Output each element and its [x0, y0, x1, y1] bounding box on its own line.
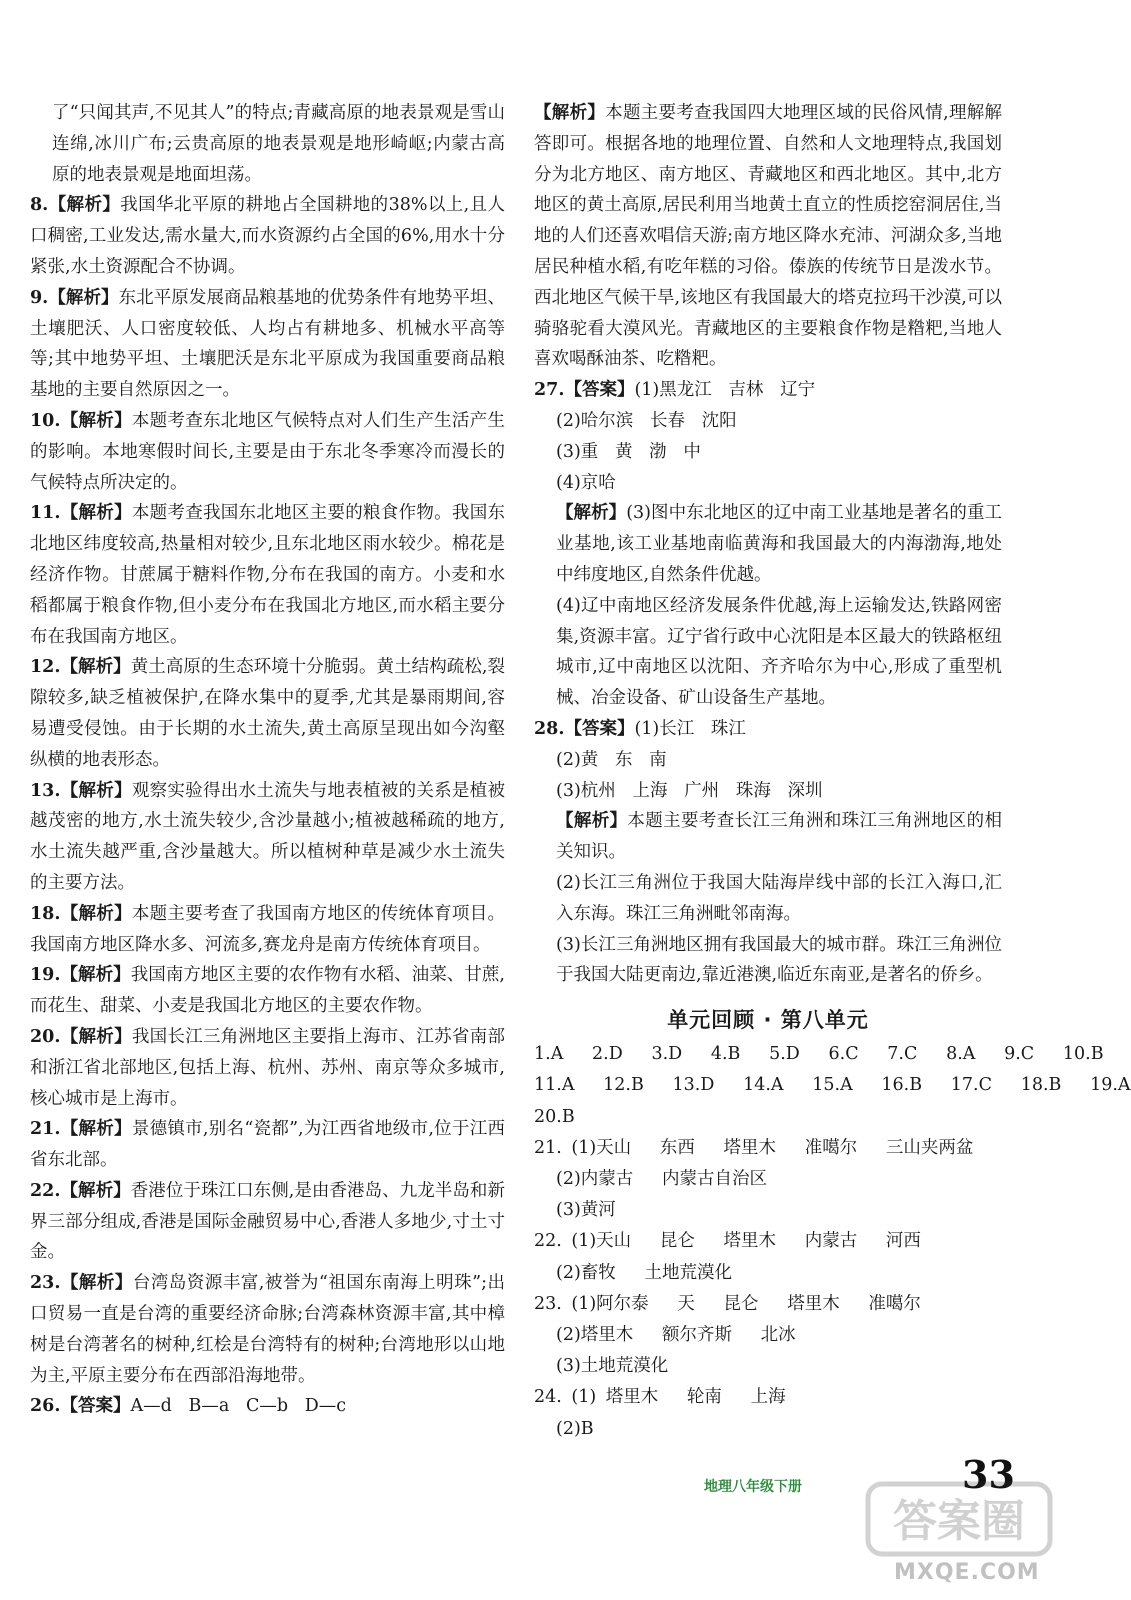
answer-entry — [534, 868, 1002, 930]
entry-text: (1)长江 珠江 — [634, 718, 746, 739]
entry-text: 本题考查东北地区气候特点对人们生产生活产生的影响。本地寒假时间长,主要是由于东北冬季寒冷而漫长的气候特点所决定的。 — [30, 410, 505, 493]
answer-entry — [30, 1114, 505, 1176]
entry-label: 13.【解析】 — [30, 780, 132, 801]
entry-text: (3)重 黄 渤 中 — [556, 441, 701, 462]
entry-label: 26.【答案】 — [30, 1396, 131, 1417]
answer-entry — [534, 591, 1002, 714]
entry-text: (2)哈尔滨 长春 沈阳 — [556, 410, 737, 431]
answer-entry — [534, 498, 1002, 590]
entry-text: 我国长江三角洲地区主要指上海市、江苏省南部和浙江省北部地区,包括上海、杭州、苏州、南京等众多城市,核心城市是上海市。 — [30, 1026, 505, 1109]
answer-entry — [30, 1391, 505, 1422]
unit-answer-line: (2)畜牧 土地荒漠化 — [556, 1262, 732, 1283]
entry-text: (2)黄 东 南 — [556, 749, 667, 770]
unit-answer-line: 22. (1)天山 昆仑 塔里木 内蒙古 河西 — [534, 1231, 921, 1252]
entry-label: 21.【解析】 — [30, 1119, 132, 1140]
answer-entry — [30, 406, 505, 498]
choice-answer-line: 20.B — [534, 1106, 575, 1127]
answer-entry — [30, 190, 505, 282]
watermark-glyphs: 答案圈 — [893, 1496, 1025, 1547]
answer-entry — [534, 930, 1002, 992]
entry-text: 观察实验得出水土流失与地表植被的关系是植被越茂密的地方,水土流失较少,含沙量越小;植被越稀疏的地方,水土流失越严重,含沙量越大。所以植树种草是减少水土流失的主要方法。 — [30, 780, 505, 893]
entry-text: 东北平原发展商品粮基地的优势条件有地势平坦、土壤肥沃、人口密度较低、人均占有耕地多、机械水平高等等;其中地势平坦、土壤肥沃是东北平原成为我国重要商品粮基地的主要自然原因之一。 — [30, 287, 505, 401]
answer-entry — [30, 98, 505, 190]
entry-label: 12.【解析】 — [30, 657, 131, 678]
choice-answer-line: 11.A 12.B 13.D 14.A 15.A 16.B 17.C 18.B 19.A — [534, 1075, 1131, 1096]
answer-entry — [30, 899, 505, 961]
unit-answer-line: 24. (1) 塔里木 轮南 上海 — [534, 1387, 786, 1408]
entry-label: 18.【解析】 — [30, 903, 132, 924]
answer-entry — [30, 498, 505, 652]
answer-entry — [534, 468, 1002, 499]
answer-entry — [534, 806, 1002, 868]
answer-entry — [30, 960, 505, 1022]
entry-label: 【解析】 — [556, 811, 628, 832]
entry-label: 23.【解析】 — [30, 1273, 133, 1294]
entry-label: 28.【答案】 — [534, 718, 635, 739]
unit-review-heading: 单元回顾 · 第八单元 — [667, 1008, 869, 1033]
answer-entry — [30, 1022, 505, 1114]
entry-text: 黄土高原的生态环境十分脆弱。黄土结构疏松,裂隙较多,缺乏植被保护,在降水集中的夏季,尤其是暴雨期间,容易遭受侵蚀。由于长期的水土流失,黄土高原呈现出如今沟壑纵横的地表形态。 — [30, 657, 505, 770]
answer-entry — [534, 776, 1002, 807]
answer-entry — [30, 776, 505, 899]
answer-entry — [534, 714, 1002, 745]
answer-entry — [30, 1176, 505, 1268]
answer-entry — [534, 375, 1002, 406]
entry-text: (3)杭州 上海 广州 珠海 深圳 — [556, 780, 823, 801]
left-column — [30, 98, 505, 1422]
choice-answer-line: 1.A 2.D 3.D 4.B 5.D 6.C 7.C 8.A 9.C 10.B — [534, 1044, 1104, 1065]
entry-text: 香港位于珠江口东侧,是由香港岛、九龙半岛和新界三部分组成,香港是国际金融贸易中心,香港人多地少,寸土寸金。 — [30, 1180, 505, 1263]
entry-text: (4)京哈 — [556, 472, 616, 493]
entry-text: 了“只闻其声,不见其人”的特点;青藏高原的地表景观是雪山连绵,冰川广布;云贵高原的地表景观是地形崎岖;内蒙古高原的地表景观是地面坦荡。 — [52, 103, 505, 185]
unit-answer-line: (2)内蒙古 内蒙古自治区 — [556, 1168, 767, 1189]
entry-label: 8.【解析】 — [30, 195, 121, 216]
entry-text: 本题主要考查我国四大地理区域的民俗风情,理解解答即可。根据各地的地理位置、自然和人文地理特点,我国划分为北方地区、南方地区、青藏地区和西北地区。其中,北方地区的黄土高原,居民利用当地黄土直立的性质挖窑洞居住,当地的人们还喜欢唱信天游;南方地区降水充沛、河湖众多,当地居民种植水稻,有吃年糕的习俗。傣族的传统节日是泼水节。西北地区气候干旱,该地区有我国最大的塔克拉玛干沙漠,可以骑骆驼看大漠风光。青藏地区的主要粮食作物是糌粑,当地人喜欢喝酥油茶、吃糌粑。 — [534, 103, 1003, 370]
entry-text: 本题主要考查长江三角洲和珠江三角洲地区的相关知识。 — [556, 811, 1003, 863]
entry-text: (3)图中东北地区的辽中南工业基地是著名的重工业基地,该工业基地南临黄海和我国最大的内海渤海,地处中纬度地区,自然条件优越。 — [556, 503, 1002, 585]
entry-text: 本题考查我国东北地区主要的粮食作物。我国东北地区纬度较高,热量相对较少,且东北地区雨水较少。棉花是经济作物。甘蔗属于糖料作物,分布在我国的南方。小麦和水稻都属于粮食作物,但小麦分布在我国北方地区,而水稻主要分布在我国南方地区。 — [30, 503, 505, 647]
unit-answer-line: (2)B — [556, 1418, 594, 1439]
answer-entry — [30, 1268, 505, 1391]
entry-text: 我国华北平原的耕地占全国耕地的38%以上,且人口稠密,工业发达,需水量大,而水资源约占全国的6%,用水十分紧张,水土资源配合不协调。 — [30, 195, 505, 277]
entry-text: (4)辽中南地区经济发展条件优越,海上运输发达,铁路网密集,资源丰富。辽宁省行政中心沈阳是本区最大的铁路枢纽城市,辽中南地区以沈阳、齐齐哈尔为中心,形成了重型机械、冶金设备、矿山设备生产基地。 — [556, 595, 1002, 709]
entry-text: 本题主要考查了我国南方地区的传统体育项目。我国南方地区降水多、河流多,赛龙舟是南方传统体育项目。 — [30, 903, 505, 955]
entry-text: (2)长江三角洲位于我国大陆海岸线中部的长江入海口,汇入东海。珠江三角洲毗邻南海。 — [556, 872, 1002, 924]
answer-entry — [30, 283, 505, 406]
unit-answer-line: (3)黄河 — [556, 1200, 616, 1221]
answer-entry — [30, 652, 505, 775]
entry-text: 景德镇市,别名“瓷都”,为江西省地级市,位于江西省东北部。 — [30, 1119, 505, 1171]
entry-text: 台湾岛资源丰富,被誉为“祖国东南海上明珠”;出口贸易一直是台湾的重要经济命脉;台湾森林资源丰富,其中樟树是台湾著名的树种,红桧是台湾特有的树种;台湾地形以山地为主,平原主要分布在西部沿海地带。 — [30, 1273, 505, 1386]
entry-label: 10.【解析】 — [30, 410, 132, 431]
watermark-text: MXQE.COM — [894, 1560, 1040, 1585]
answer-entry — [534, 437, 1002, 468]
unit-answer-line: 21. (1)天山 东西 塔里木 准噶尔 三山夹两盆 — [534, 1137, 974, 1158]
unit-answer-line: (2)塔里木 额尔齐斯 北冰 — [556, 1324, 796, 1345]
entry-label: 22.【解析】 — [30, 1180, 131, 1201]
unit-answer-line: 23. (1)阿尔泰 天 昆仑 塔里木 准噶尔 — [534, 1293, 921, 1314]
entry-label: 【解析】 — [556, 503, 627, 524]
page-number: 33 — [962, 1452, 1015, 1497]
entry-label: 20.【解析】 — [30, 1026, 132, 1047]
answer-entry — [534, 745, 1002, 776]
entry-label: 19.【解析】 — [30, 965, 131, 986]
answer-entry — [534, 406, 1002, 437]
entry-label: 11.【解析】 — [30, 503, 132, 524]
book-label: 地理八年级下册 — [704, 1479, 802, 1495]
entry-text: 我国南方地区主要的农作物有水稻、油菜、甘蔗,而花生、甜菜、小麦是我国北方地区的主要农作物。 — [30, 965, 505, 1017]
entry-label: 27.【答案】 — [534, 380, 635, 401]
answer-entry — [534, 98, 1002, 375]
entry-label: 【解析】 — [534, 103, 606, 123]
entry-text: (1)黑龙江 吉林 辽宁 — [634, 380, 816, 401]
entry-text: A—d B—a C—b D—c — [130, 1396, 347, 1417]
entry-label: 9.【解析】 — [30, 287, 119, 308]
entry-text: (3)长江三角洲地区拥有我国最大的城市群。珠江三角洲位于我国大陆更南边,靠近港澳,临近东南亚,是著名的侨乡。 — [556, 934, 1002, 986]
unit-answer-line: (3)土地荒漠化 — [556, 1356, 669, 1377]
right-column — [534, 98, 1131, 1445]
